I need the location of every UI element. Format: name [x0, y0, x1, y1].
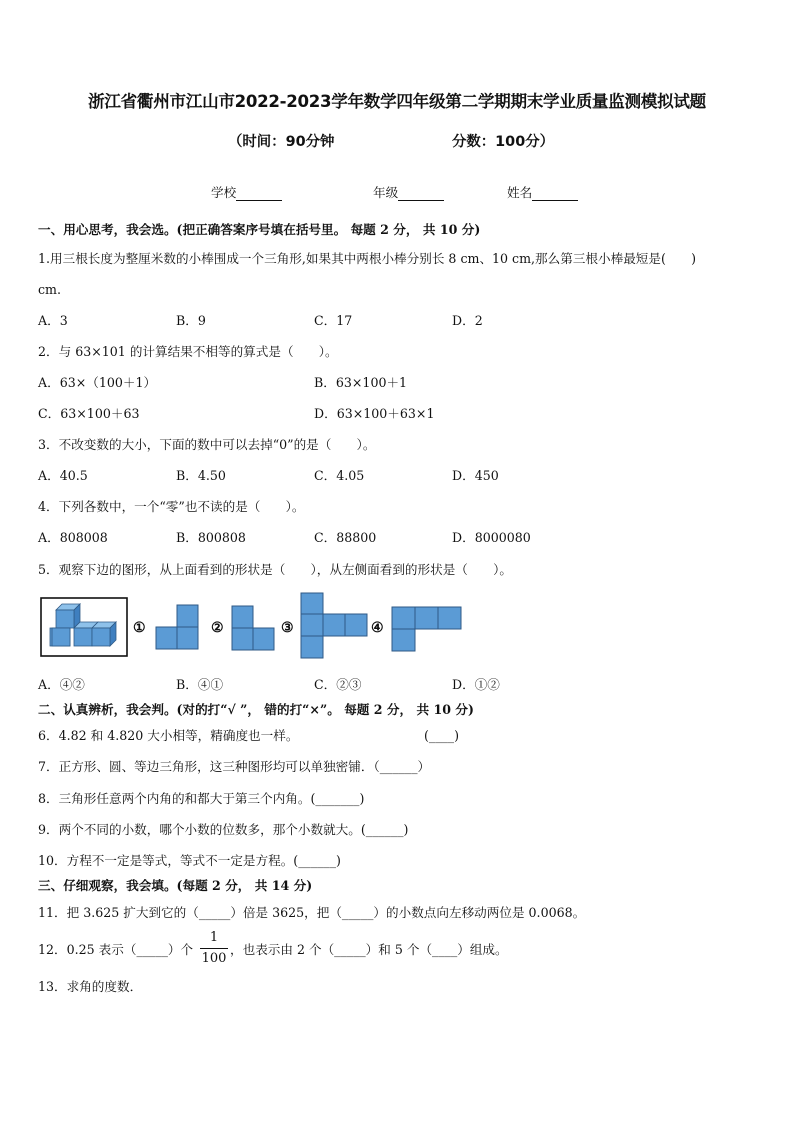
q5-option-d: D．①②	[452, 677, 500, 692]
question-4: 4．下列各数中，一个“零”也不读的是（ ）。	[38, 499, 305, 514]
q1-option-a: A．3	[38, 313, 68, 328]
shape-3	[301, 593, 367, 658]
question-6: 6．4.82 和 4.820 大小相等，精确度也一样。	[38, 728, 299, 743]
q1-option-b: B．9	[176, 313, 206, 328]
grade-field: 年级	[373, 182, 444, 201]
q3-option-d: D．450	[452, 468, 499, 483]
question-12: 12．0.25 表示（_____）个	[38, 942, 194, 957]
q4-option-b: B．800808	[176, 530, 246, 545]
page-title: 浙江省衢州市江山市2022-2023学年数学四年级第二学期期末学业质量监测模拟试题	[88, 92, 706, 111]
q2-option-c: C．63×100＋63	[38, 406, 140, 421]
exam-time: （时间：90分钟	[228, 134, 335, 150]
question-11: 11．把 3.625 扩大到它的（_____）倍是 3625，把（_____）的小数点向左移动两位是 0.0068。	[38, 905, 586, 920]
q5-option-a: A．④②	[38, 677, 85, 692]
q1-option-d: D．2	[452, 313, 483, 328]
shape-2	[232, 606, 274, 650]
shape-label-2: ②	[211, 620, 224, 636]
name-field: 姓名	[507, 182, 578, 201]
question-6-blank: (____)	[424, 728, 460, 743]
exam-score: 分数：100分）	[452, 134, 554, 150]
section-3-heading: 三、仔细观察，我会填。(每题 2 分， 共 14 分)	[38, 878, 313, 893]
q4-option-c: C．88800	[314, 530, 377, 545]
shape-label-3: ③	[281, 620, 294, 636]
question-9: 9．两个不同的小数，哪个小数的位数多，那个小数就大。(______)	[38, 822, 409, 837]
question-3: 3．不改变数的大小，下面的数中可以去掉“0”的是（ ）。	[38, 437, 376, 452]
q3-option-c: C．4.05	[314, 468, 365, 483]
question-13: 13．求角的度数．	[38, 979, 143, 994]
section-2-heading: 二、认真辨析，我会判。(对的打“√ ”， 错的打“×”。 每题 2 分， 共 10 分)	[38, 702, 474, 717]
q5-option-b: B．④①	[176, 677, 224, 692]
school-field: 学校	[211, 182, 282, 201]
shape-1	[156, 605, 198, 649]
question-2: 2．与 63×101 的计算结果不相等的算式是（ ）。	[38, 344, 338, 359]
question-7: 7．正方形、圆、等边三角形，这三种图形均可以单独密铺．（______）	[38, 759, 431, 774]
q3-option-a: A．40.5	[38, 468, 88, 483]
q1-option-c: C．17	[314, 313, 353, 328]
shape-label-4: ④	[371, 620, 384, 636]
question-5: 5．观察下边的图形，从上面看到的形状是（ ），从左侧面看到的形状是（ ）。	[38, 562, 512, 577]
question-1-unit: cm.	[38, 282, 61, 297]
q2-option-b: B．63×100＋1	[314, 375, 408, 390]
shape-label-1: ①	[133, 620, 146, 636]
q3-option-b: B．4.50	[176, 468, 226, 483]
question-1: 1.用三根长度为整厘米数的小棒围成一个三角形,如果其中两根小棒分别长 8 cm、10 cm,那么第三根小棒最短是( )	[38, 251, 697, 266]
shape-4	[392, 607, 461, 651]
q2-option-d: D．63×100＋63×1	[314, 406, 435, 421]
question-12-rest: ，也表示由 2 个（_____）和 5 个（____）组成。	[230, 942, 508, 957]
section-1-heading: 一、用心思考，我会选。(把正确答案序号填在括号里。 每题 2 分， 共 10 分)	[38, 222, 481, 237]
q5-option-c: C．②③	[314, 677, 362, 692]
question-8: 8．三角形任意两个内角的和都大于第三个内角。(_______)	[38, 791, 365, 806]
fraction-one-hundredth: 1 100	[201, 930, 227, 966]
question-10: 10．方程不一定是等式，等式不一定是方程。(______)	[38, 853, 341, 868]
q2-option-a: A．63×（100＋1）	[38, 375, 157, 390]
q4-option-a: A．808008	[38, 530, 108, 545]
q4-option-d: D．8000080	[452, 530, 531, 545]
